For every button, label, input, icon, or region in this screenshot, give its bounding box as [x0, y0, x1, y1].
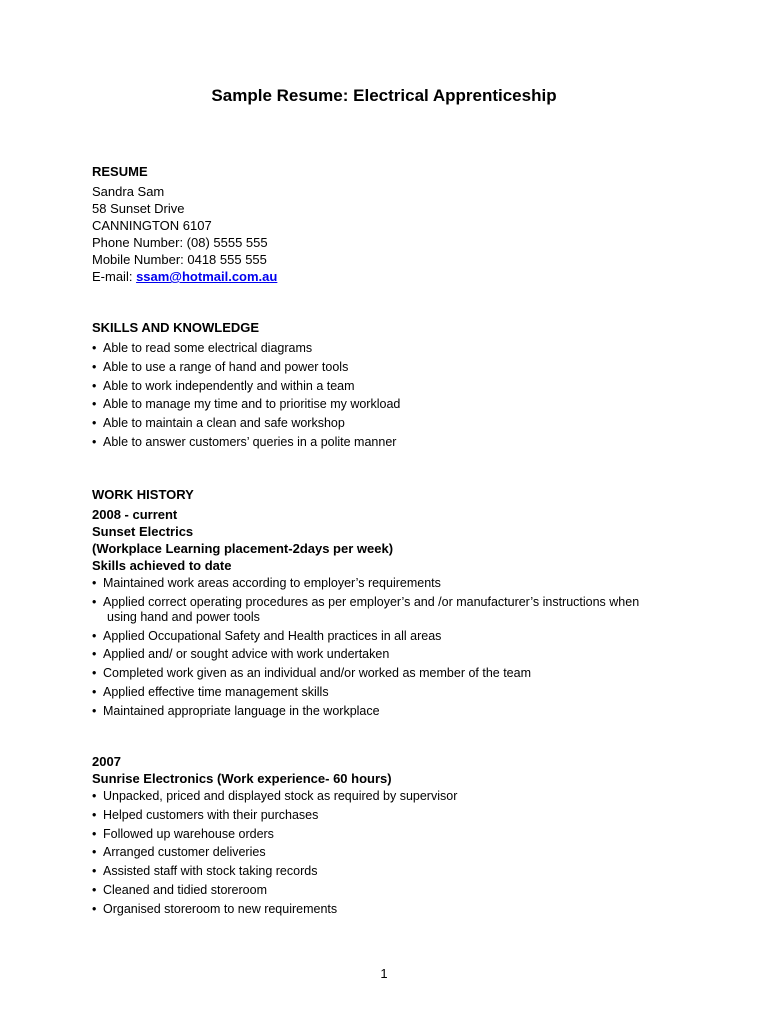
skills-list — [92, 341, 693, 454]
list-item: • Able to manage my time and to prioritise my workload — [92, 397, 401, 412]
list-item-continuation: using hand and power tools — [107, 609, 260, 624]
phone-number: Phone Number: (08) 5555 555 — [92, 235, 268, 250]
list-item: • Applied correct operating procedures as per employer’s and /or manufacturer’s instructions when using hand and power tools — [92, 595, 693, 625]
list-item: • Able to maintain a clean and safe workshop — [92, 416, 345, 431]
applicant-name: Sandra Sam — [92, 184, 165, 199]
bullet-icon: • — [92, 359, 97, 374]
list-item: • Able to work independently and within a team — [92, 378, 355, 393]
bullet-icon: • — [92, 341, 97, 355]
bullet-icon: • — [92, 684, 97, 699]
job1-note: (Workplace Learning placement-2days per week) — [92, 541, 394, 556]
bullet-icon: • — [92, 594, 97, 609]
list-item: • Able to use a range of hand and power tools — [92, 359, 349, 374]
bullet-icon: • — [92, 647, 97, 662]
bullet-icon: • — [92, 397, 97, 412]
job1-subheading: Skills achieved to date — [92, 558, 232, 573]
list-item: • Organised storeroom to new requirements — [92, 901, 338, 916]
document-title: Sample Resume: Electrical Apprenticeship — [211, 86, 557, 105]
list-item: • Able to read some electrical diagrams — [92, 341, 313, 355]
skills-heading: SKILLS AND KNOWLEDGE — [92, 320, 260, 335]
bullet-icon: • — [92, 666, 97, 681]
job1-employer: Sunset Electrics — [92, 524, 194, 539]
bullet-icon: • — [92, 789, 97, 803]
bullet-icon: • — [92, 901, 97, 916]
job2-employer: Sunrise Electronics (Work experience- 60 hours) — [92, 771, 392, 786]
list-item: • Followed up warehouse orders — [92, 826, 274, 841]
bullet-icon: • — [92, 576, 97, 590]
list-item: • Completed work given as an individual and/or worked as member of the team — [92, 666, 531, 681]
list-item: • Unpacked, priced and displayed stock as required by supervisor — [92, 789, 458, 803]
job1-period: 2008 - current — [92, 507, 178, 522]
bullet-icon: • — [92, 628, 97, 643]
list-item: • Applied Occupational Safety and Health practices in all areas — [92, 628, 442, 643]
bullet-icon: • — [92, 434, 97, 449]
work-history-heading: WORK HISTORY — [92, 487, 194, 502]
bullet-icon: • — [92, 864, 97, 879]
bullet-icon: • — [92, 703, 97, 718]
bullet-icon: • — [92, 845, 97, 860]
list-item: • Maintained work areas according to employer’s requirements — [92, 576, 441, 590]
mobile-number: Mobile Number: 0418 555 555 — [92, 252, 267, 267]
job2-duties-list — [92, 789, 693, 921]
bullet-icon: • — [92, 882, 97, 897]
address-suburb: CANNINGTON 6107 — [92, 218, 212, 233]
page-number: 1 — [380, 966, 388, 981]
bullet-icon: • — [92, 807, 97, 822]
list-item: • Able to answer customers’ queries in a polite manner — [92, 434, 397, 449]
email-line — [92, 269, 277, 285]
job2-period: 2007 — [92, 754, 121, 769]
list-item: • Maintained appropriate language in the workplace — [92, 703, 380, 718]
email-link[interactable]: ssam@hotmail.com.au — [136, 269, 278, 284]
resume-heading: RESUME — [92, 164, 148, 179]
list-item: • Arranged customer deliveries — [92, 845, 266, 860]
bullet-icon: • — [92, 416, 97, 431]
address-street: 58 Sunset Drive — [92, 201, 185, 216]
email-label: E-mail: — [92, 269, 137, 284]
list-item: • Applied and/ or sought advice with work undertaken — [92, 647, 390, 662]
bullet-icon: • — [92, 378, 97, 393]
job1-skills-list — [92, 576, 693, 723]
bullet-icon: • — [92, 826, 97, 841]
list-item: • Assisted staff with stock taking records — [92, 864, 318, 879]
list-item: • Helped customers with their purchases — [92, 807, 319, 822]
list-item: • Cleaned and tidied storeroom — [92, 882, 267, 897]
list-item: • Applied effective time management skills — [92, 684, 329, 699]
